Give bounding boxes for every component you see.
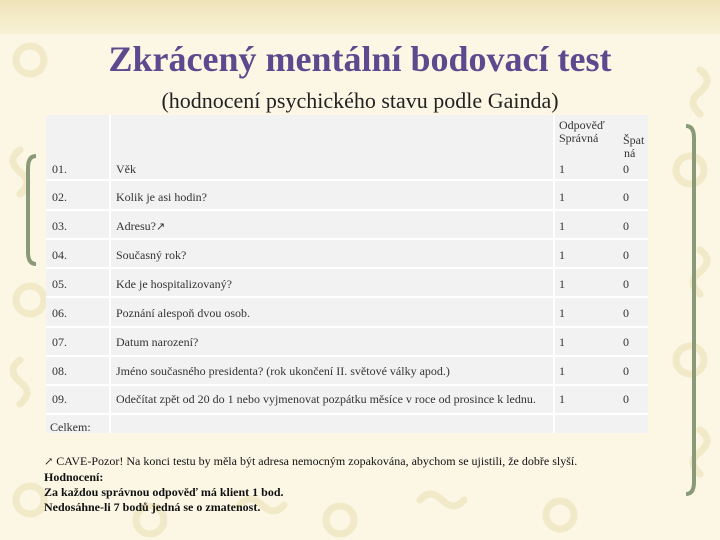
row-5-wrong-score: 0 <box>623 277 629 291</box>
caution-note-text: CAVE-Pozor! Na konci testu by měla být adresa nemocným zopakována, abychom se ujistili, že dobře slyší. <box>56 454 578 468</box>
row-3-correct-score: 1 <box>559 219 565 233</box>
row-7-correct-score: 1 <box>559 335 565 349</box>
row-4-question: Současný rok? <box>116 248 187 262</box>
evaluation-rule-points: Za každou správnou odpověď má klient 1 bod. <box>44 485 284 499</box>
row-4-wrong-score: 0 <box>623 248 629 262</box>
row-8-question: Jméno současného presidenta? (rok ukončení II. světové války apod.) <box>116 364 450 378</box>
header-correct: Správná <box>559 131 599 145</box>
score-table <box>46 115 648 433</box>
table-grid <box>46 115 648 433</box>
row-2-correct-score: 1 <box>559 190 565 204</box>
row-9-number: 09. <box>52 392 67 406</box>
total-label: Celkem: <box>50 420 91 434</box>
row-7-question: Datum narození? <box>116 335 199 349</box>
evaluation-rule-confusion: Nedosáhne-li 7 bodů jedná se o zmatenost. <box>44 500 261 514</box>
header-wrong-line2: ná <box>624 146 636 160</box>
row-5-correct-score: 1 <box>559 277 565 291</box>
right-bracket-decoration <box>680 120 700 500</box>
row-2-wrong-score: 0 <box>623 190 629 204</box>
caution-note <box>44 454 577 470</box>
row-6-question: Poznání alespoň dvou osob. <box>116 306 250 320</box>
row-8-wrong-score: 0 <box>623 364 629 378</box>
top-decorative-band <box>0 0 720 34</box>
arrow-icon: ↗ <box>44 456 54 468</box>
row-1-number: 01. <box>52 162 67 176</box>
row-3-question <box>116 219 165 234</box>
row-1-wrong-score: 0 <box>623 162 629 176</box>
footer-notes <box>44 454 577 515</box>
header-wrong-line1: Špat <box>623 133 645 147</box>
row-6-number: 06. <box>52 306 67 320</box>
row-5-number: 05. <box>52 277 67 291</box>
row-1-correct-score: 1 <box>559 162 565 176</box>
row-9-correct-score: 1 <box>559 392 565 406</box>
row-5-question: Kde je hospitalizovaný? <box>116 277 232 291</box>
row-7-wrong-score: 0 <box>623 335 629 349</box>
row-3-wrong-score: 0 <box>623 219 629 233</box>
arrow-icon: ↗ <box>155 221 166 233</box>
header-answer: Odpověď <box>559 118 605 132</box>
left-bracket-decoration <box>22 150 42 270</box>
row-1-question: Věk <box>116 162 136 176</box>
row-6-correct-score: 1 <box>559 306 565 320</box>
row-3-number: 03. <box>52 219 67 233</box>
row-6-wrong-score: 0 <box>623 306 629 320</box>
row-9-question: Odečítat zpět od 20 do 1 nebo vyjmenovat pozpátku měsíce v roce od prosince k lednu. <box>116 392 536 406</box>
row-2-question: Kolik je asi hodin? <box>116 190 207 204</box>
row-4-correct-score: 1 <box>559 248 565 262</box>
row-8-number: 08. <box>52 364 67 378</box>
row-4-number: 04. <box>52 248 67 262</box>
row-7-number: 07. <box>52 335 67 349</box>
row-9-wrong-score: 0 <box>623 392 629 406</box>
evaluation-heading: Hodnocení: <box>44 470 104 484</box>
slide-title: Zkrácený mentální bodovací test <box>108 39 612 79</box>
slide-subtitle: (hodnocení psychického stavu podle Gainda) <box>161 88 559 113</box>
row-2-number: 02. <box>52 190 67 204</box>
row-3-question-text: Adresu? <box>116 219 156 233</box>
row-8-correct-score: 1 <box>559 364 565 378</box>
